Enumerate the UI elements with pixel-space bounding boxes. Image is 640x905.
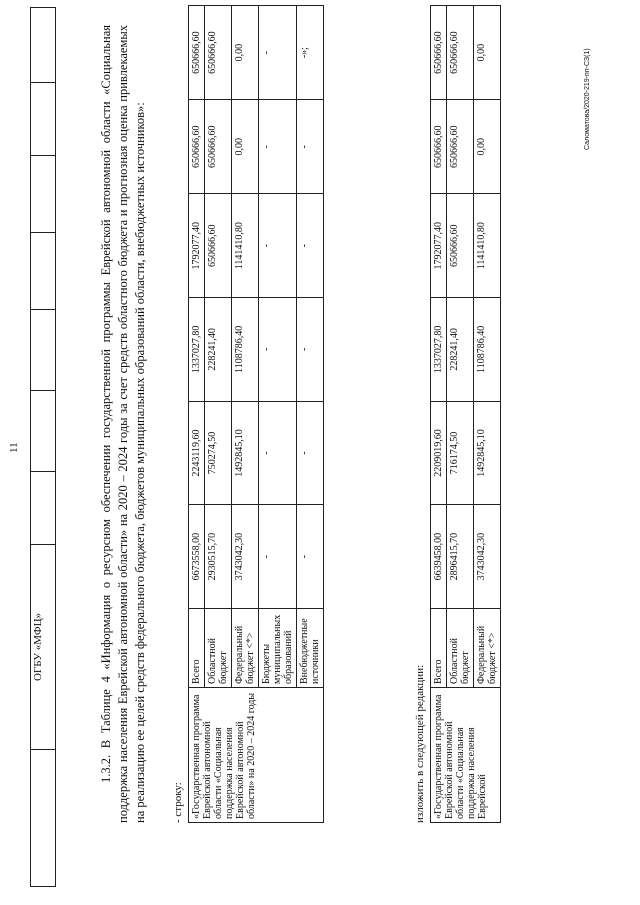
value-cell: 716174,50 xyxy=(447,401,474,505)
new-resource-table xyxy=(430,5,501,823)
value-cell: 1141410,80 xyxy=(474,194,501,298)
value-cell: 1792077,40 xyxy=(189,194,205,298)
value-cell: 0,00 xyxy=(232,100,259,194)
value-cell: -»; xyxy=(297,6,324,100)
table-cell xyxy=(31,750,56,887)
value-cell: - xyxy=(259,298,297,402)
value-cell: 2930515,70 xyxy=(205,505,232,609)
value-cell: 650666,60 xyxy=(205,194,232,298)
value-cell: - xyxy=(297,298,324,402)
value-cell: - xyxy=(259,6,297,100)
table-cell xyxy=(31,472,56,545)
value-cell: 650666,60 xyxy=(205,6,232,100)
table-row xyxy=(431,6,447,823)
program-cell: «Государственная программа Еврейской автономной области «Социальная поддержка населения Еврейской автономной области» на 2020 – 2024 годы xyxy=(189,688,324,823)
table-cell xyxy=(31,233,56,310)
table-cell xyxy=(31,83,56,156)
table-row xyxy=(31,8,56,887)
source-cell: Федеральный бюджет <*> xyxy=(474,609,501,688)
value-cell: 6673558,00 xyxy=(189,505,205,609)
page-number: 11 xyxy=(8,442,20,453)
value-cell: - xyxy=(297,100,324,194)
value-cell: - xyxy=(259,505,297,609)
value-cell: 0,00 xyxy=(232,6,259,100)
value-cell: 0,00 xyxy=(474,6,501,100)
source-cell: Всего xyxy=(189,609,205,688)
value-cell: 1141410,80 xyxy=(232,194,259,298)
value-cell: 1792077,40 xyxy=(431,194,447,298)
row-label: - строку: xyxy=(172,782,184,823)
value-cell: 2243119,60 xyxy=(189,401,205,505)
value-cell: 0,00 xyxy=(474,100,501,194)
program-cell: «Государственная программа Еврейской автономной области «Социальная поддержка населения Еврейской xyxy=(431,688,501,823)
value-cell: - xyxy=(259,100,297,194)
value-cell: 3743042,30 xyxy=(474,505,501,609)
value-cell: 1492845,10 xyxy=(474,401,501,505)
value-cell: 1492845,10 xyxy=(232,401,259,505)
value-cell: 650666,60 xyxy=(447,194,474,298)
value-cell: 1108786,40 xyxy=(474,298,501,402)
source-cell: Бюджеты муниципальных образований xyxy=(259,609,297,688)
value-cell: 650666,60 xyxy=(447,6,474,100)
value-cell: 650666,60 xyxy=(189,6,205,100)
value-cell: - xyxy=(297,401,324,505)
value-cell: - xyxy=(297,505,324,609)
value-cell: 1108786,40 xyxy=(232,298,259,402)
amendment-paragraph: 1.3.2. В Таблице 4 «Информация о ресурсном обеспечении государственной программы Еврейской автономной области «Социальная поддержка населения Еврейской автономной области» на 2020 – 2024 годы за счет средств областного бюджета и прогнозная оценка привлекаемых на реализацию ее целей средств федерального бюджета, бюджетов муниципальных образований области, внебюджетных источников»: xyxy=(99,25,147,823)
table-cell xyxy=(31,8,56,83)
table-row xyxy=(189,6,205,823)
table-cell xyxy=(31,391,56,472)
top-table xyxy=(30,7,56,887)
value-cell: - xyxy=(297,194,324,298)
value-cell: 650666,60 xyxy=(431,6,447,100)
source-cell: Областной бюджет xyxy=(205,609,232,688)
value-cell: - xyxy=(259,194,297,298)
value-cell: 750274,50 xyxy=(205,401,232,505)
value-cell: 1337027,80 xyxy=(189,298,205,402)
value-cell: 2896415,70 xyxy=(447,505,474,609)
footer-code: Саломатова/2020-219-пп-СЗ(1) xyxy=(584,48,591,150)
table-cell xyxy=(31,310,56,391)
value-cell: 3743042,30 xyxy=(232,505,259,609)
table-cell xyxy=(31,156,56,233)
value-cell: 228241,40 xyxy=(205,298,232,402)
source-cell: Всего xyxy=(431,609,447,688)
source-cell: Федеральный бюджет <*> xyxy=(232,609,259,688)
value-cell: 228241,40 xyxy=(447,298,474,402)
table-cell: ОГБУ «МФЦ» xyxy=(31,545,56,750)
value-cell: - xyxy=(259,401,297,505)
value-cell: 650666,60 xyxy=(205,100,232,194)
old-resource-table xyxy=(188,5,324,823)
source-cell: Внебюджетные источники xyxy=(297,609,324,688)
value-cell: 2209019,60 xyxy=(431,401,447,505)
value-cell: 650666,60 xyxy=(431,100,447,194)
value-cell: 650666,60 xyxy=(189,100,205,194)
value-cell: 6639458,00 xyxy=(431,505,447,609)
source-cell: Областной бюджет xyxy=(447,609,474,688)
replace-label: изложить в следующей редакции: xyxy=(414,664,426,823)
value-cell: 650666,60 xyxy=(447,100,474,194)
value-cell: 1337027,80 xyxy=(431,298,447,402)
